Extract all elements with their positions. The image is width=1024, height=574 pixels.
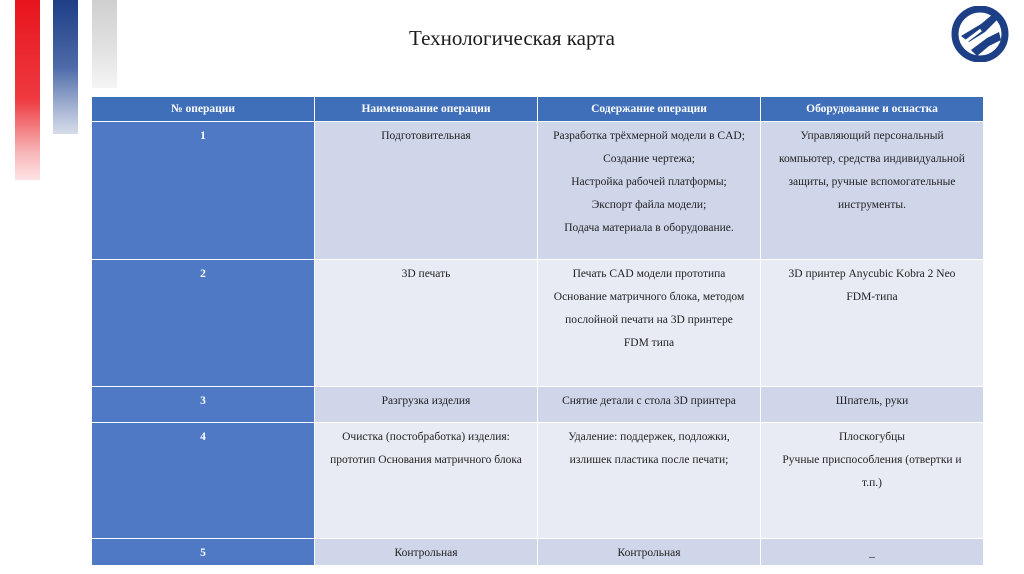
operation-content-line: послойной печати на 3D принтере [565,314,733,326]
operation-equipment-line: Ручные приспособления (отвертки и [782,454,962,466]
header-operation-content: Содержание операции [538,97,761,122]
operation-content-line: излишек пластика после печати; [569,454,729,466]
operation-name [315,260,538,387]
operation-content-line: Разработка трёхмерной модели в CAD; [553,130,745,142]
operation-content-line: Экспорт файла модели; [591,199,707,211]
operation-content [538,387,761,423]
operation-number: 3 [92,387,315,423]
operation-content-line: FDM типа [623,337,675,349]
header-equipment: Оборудование и оснастка [761,97,984,122]
operation-equipment-line: Шпатель, руки [835,395,909,407]
operation-content-line: Подача материала в оборудование. [564,222,734,234]
table-row [92,122,984,260]
operation-content-line: Снятие детали с стола 3D принтера [562,395,736,407]
header-operation-name: Наименование операции [315,97,538,122]
decor-stripe-blue [53,0,78,134]
operation-name-line: Разгрузка изделия [381,395,471,407]
operation-content [538,122,761,260]
operation-equipment-line: 3D принтер Anycubic Kobra 2 Neo [788,268,956,280]
operation-content-line: Контрольная [617,547,681,559]
operation-name-line: Очистка (постобработка) изделия: [342,431,510,443]
operation-equipment-line: Плоскогубцы [839,431,905,443]
table-row [92,260,984,387]
decor-stripe-red [15,0,40,180]
page-title: Технологическая карта [409,26,615,50]
operation-name-line: Контрольная [394,547,458,559]
operation-content [538,423,761,539]
operation-equipment [761,260,984,387]
operation-equipment [761,423,984,539]
operation-equipment-line: _ [869,547,875,559]
operation-number: 1 [92,122,315,260]
table-header-row [92,97,984,122]
operation-number: 4 [92,423,315,539]
operation-content-line: Печать CAD модели прототипа [572,268,726,280]
operation-equipment-line: компьютер, средства индивидуальной [779,153,965,165]
operation-name [315,387,538,423]
operation-name-line: 3D печать [401,268,451,280]
tech-map-table [91,96,984,566]
operation-number: 2 [92,260,315,387]
railway-logo-icon [951,6,1009,62]
operation-name [315,539,538,566]
operation-name-line: Подготовительная [381,130,471,142]
header-operation-number: № операции [92,97,315,122]
operation-equipment-line: защиты, ручные вспомогательные [788,176,956,188]
operation-equipment [761,539,984,566]
table-row [92,539,984,566]
operation-content [538,260,761,387]
operation-equipment-line: инструменты. [838,199,906,211]
operation-equipment-line: т.п.) [862,477,882,489]
operation-number: 5 [92,539,315,566]
operation-content-line: Настройка рабочей платформы; [571,176,727,188]
table-row [92,387,984,423]
operation-content [538,539,761,566]
operation-equipment-line: Управляющий персональный [800,130,944,142]
decor-stripe-gray [92,0,117,88]
operation-name [315,423,538,539]
operation-content-line: Основание матричного блока, методом [553,291,745,303]
operation-equipment [761,387,984,423]
operation-content-line: Удаление: поддержек, подложки, [568,431,730,443]
operation-name [315,122,538,260]
operation-name-line: прототип Основания матричного блока [330,454,522,466]
operation-equipment [761,122,984,260]
table-row [92,423,984,539]
operation-equipment-line: FDM-типа [846,291,898,303]
operation-content-line: Создание чертежа; [603,153,695,165]
